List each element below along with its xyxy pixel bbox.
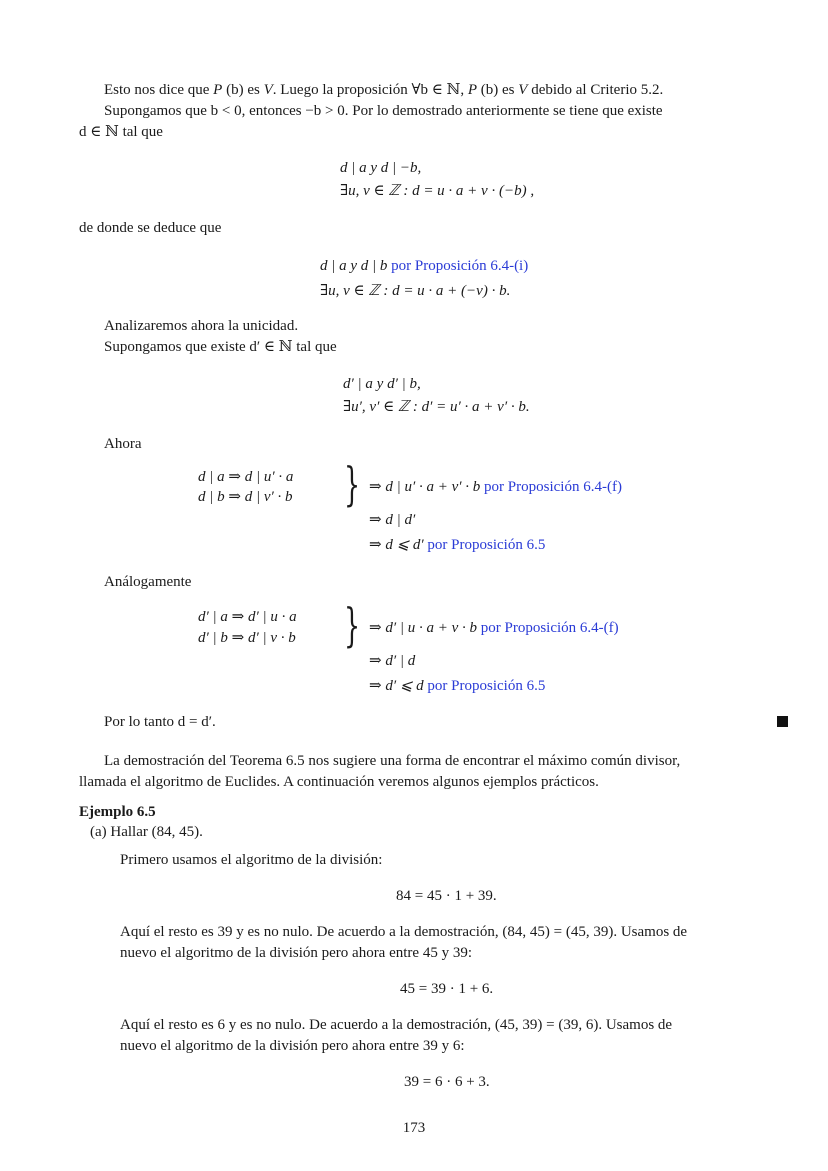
math-v: V bbox=[263, 82, 273, 98]
reference-link-prop-6-4-i[interactable]: por Proposición 6.4-(i) bbox=[391, 258, 529, 274]
paragraph-suppose-b-negative: Supongamos que b < 0, entonces −b > 0. Por lo demostrado anteriormente se tiene que existe bbox=[104, 103, 663, 119]
equation-4-left-1: d | a ⇒ d | u′ · a bbox=[198, 469, 294, 485]
paragraph-suppose-b-negative-cont: d ∈ ℕ tal que bbox=[79, 124, 163, 140]
math-v: V bbox=[518, 82, 528, 98]
reference-link-prop-6-4-f[interactable]: por Proposición 6.4-(f) bbox=[484, 479, 622, 495]
paragraph-analogously: Análogamente bbox=[104, 574, 192, 590]
math-p: P bbox=[467, 82, 478, 98]
text: (b) es bbox=[222, 82, 264, 98]
math-p: P bbox=[213, 82, 223, 98]
equation-5-left-1: d′ | a ⇒ d′ | u · a bbox=[198, 609, 297, 625]
equation-4-right-3 bbox=[369, 535, 545, 555]
math-text: ⇒ d′ | u · a + v · b bbox=[369, 620, 481, 636]
equation-4-left-2: d | b ⇒ d | v′ · b bbox=[198, 489, 293, 505]
reference-link-prop-6-5[interactable]: por Proposición 6.5 bbox=[427, 678, 546, 694]
equation-3-line-2: ∃u′, v′ ∈ ℤ : d′ = u′ · a + v′ · b. bbox=[343, 399, 530, 415]
example-equation-1: 84 = 45 · 1 + 39. bbox=[396, 888, 497, 904]
example-paragraph-3-line-2: nuevo el algoritmo de la división pero ahora entre 39 y 6: bbox=[120, 1038, 465, 1054]
example-paragraph-3-line-1: Aquí el resto es 6 y es no nulo. De acuerdo a la demostración, (45, 39) = (39, 6). Usamos de bbox=[120, 1017, 673, 1033]
paragraph-suppose-d-prime: Supongamos que existe d′ ∈ ℕ tal que bbox=[104, 339, 337, 355]
text: . Luego la proposición ∀b ∈ ℕ, bbox=[272, 82, 468, 98]
equation-4-right-2: ⇒ d | d′ bbox=[369, 512, 416, 528]
example-equation-3: 39 = 6 · 6 + 3. bbox=[404, 1074, 490, 1090]
paragraph-p-is-v bbox=[104, 80, 663, 100]
equation-5-left-2: d′ | b ⇒ d′ | v · b bbox=[198, 630, 296, 646]
math-text: ⇒ d | u′ · a + v′ · b bbox=[369, 479, 485, 495]
qed-square-icon bbox=[777, 716, 788, 727]
example-paragraph-1: Primero usamos el algoritmo de la división: bbox=[120, 852, 383, 868]
paragraph-euclid-1: La demostración del Teorema 6.5 nos sugiere una forma de encontrar el máximo común divisor, bbox=[104, 753, 681, 769]
equation-1-line-1: d | a y d | −b, bbox=[340, 160, 422, 176]
paragraph-euclid-2: llamada el algoritmo de Euclides. A continuación veremos algunos ejemplos prácticos. bbox=[79, 774, 599, 790]
example-item-a: (a) Hallar (84, 45). bbox=[90, 824, 203, 840]
math-text: d | a y d | b bbox=[320, 258, 392, 274]
reference-link-prop-6-5[interactable]: por Proposición 6.5 bbox=[427, 537, 546, 553]
equation-5-right-2: ⇒ d′ | d bbox=[369, 653, 416, 669]
math-text: ⇒ d ⩽ d′ bbox=[369, 537, 428, 553]
equation-2-line-1 bbox=[320, 256, 528, 276]
paragraph-now: Ahora bbox=[104, 436, 142, 452]
equation-5-right-1 bbox=[369, 618, 619, 638]
example-equation-2: 45 = 39 · 1 + 6. bbox=[400, 981, 494, 997]
example-paragraph-2-line-1: Aquí el resto es 39 y es no nulo. De acuerdo a la demostración, (84, 45) = (45, 39). Usamos de bbox=[120, 924, 688, 940]
right-brace-icon: } bbox=[344, 598, 361, 652]
paragraph-therefore: Por lo tanto d = d′. bbox=[104, 714, 216, 730]
example-paragraph-2-line-2: nuevo el algoritmo de la división pero ahora entre 45 y 39: bbox=[120, 945, 472, 961]
equation-5-right-3 bbox=[369, 676, 545, 696]
reference-link-prop-6-4-f[interactable]: por Proposición 6.4-(f) bbox=[480, 620, 619, 636]
text: Esto nos dice que bbox=[104, 82, 214, 98]
equation-2-line-2: ∃u, v ∈ ℤ : d = u · a + (−v) · b. bbox=[320, 283, 511, 299]
equation-3-line-1: d′ | a y d′ | b, bbox=[343, 376, 421, 392]
equation-4-right-1 bbox=[369, 477, 622, 497]
text: (b) es bbox=[477, 82, 519, 98]
page-number: 173 bbox=[402, 1120, 426, 1136]
example-title: Ejemplo 6.5 bbox=[79, 804, 156, 820]
math-text: ⇒ d′ ⩽ d bbox=[369, 678, 428, 694]
right-brace-icon: } bbox=[344, 457, 361, 511]
text: debido al Criterio 5.2. bbox=[527, 82, 664, 98]
paragraph-uniqueness: Analizaremos ahora la unicidad. bbox=[104, 318, 299, 334]
paragraph-deduce: de donde se deduce que bbox=[79, 220, 222, 236]
equation-1-line-2: ∃u, v ∈ ℤ : d = u · a + v · (−b) , bbox=[340, 183, 535, 199]
